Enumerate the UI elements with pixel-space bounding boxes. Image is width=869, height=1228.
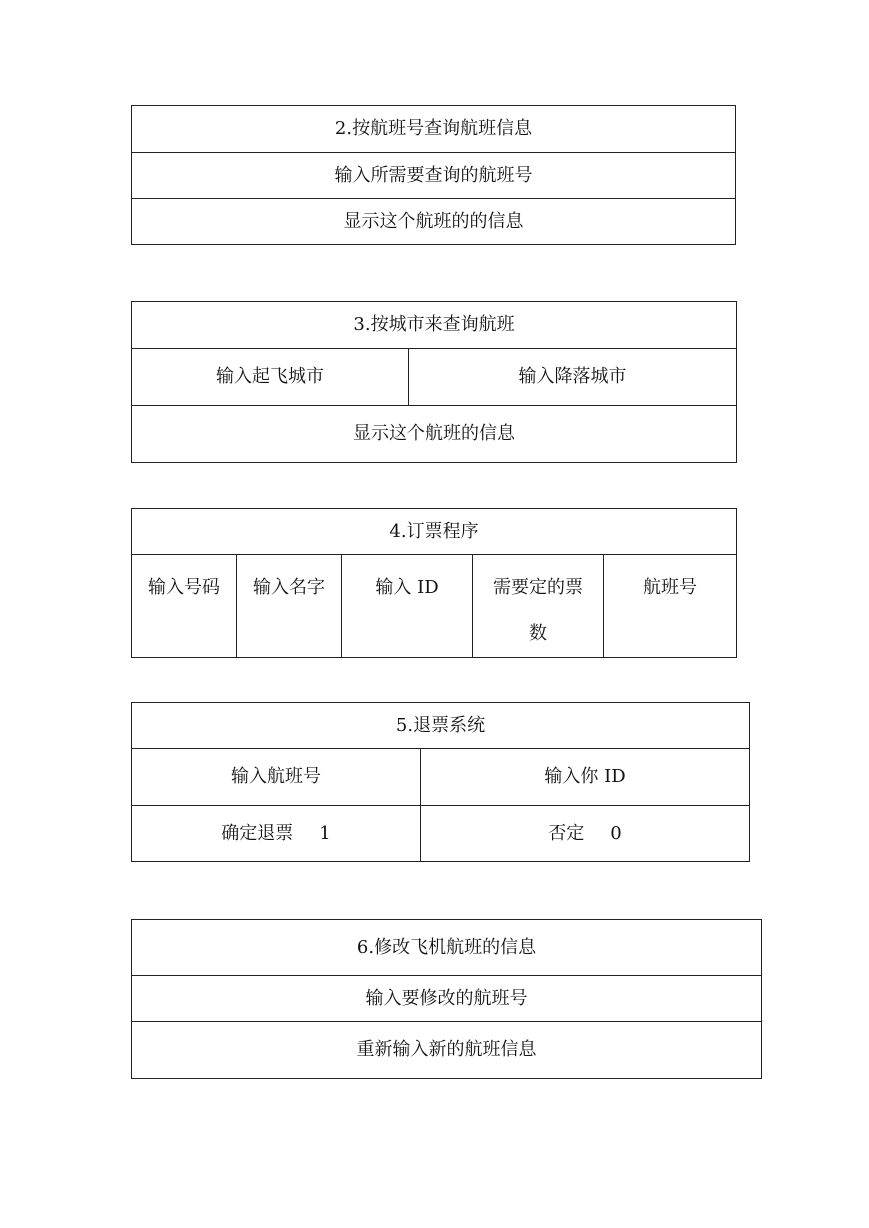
booking-table (131, 508, 737, 658)
booking-field-id: 输入 ID (342, 555, 473, 658)
flight-number-query-title: 2.按航班号查询航班信息 (132, 106, 736, 153)
refund-flight-number-cell: 输入航班号 (132, 749, 421, 806)
refund-deny-value: 0 (610, 822, 622, 844)
booking-field-flight-number: 航班号 (604, 555, 737, 658)
refund-deny-label: 否定 (548, 822, 585, 844)
booking-title: 4.订票程序 (132, 509, 737, 555)
flight-number-query-table (131, 105, 736, 245)
modify-flight-title: 6.修改飞机航班的信息 (132, 920, 762, 976)
arrival-city-cell: 输入降落城市 (409, 349, 737, 406)
city-query-title: 3.按城市来查询航班 (132, 302, 737, 349)
city-flight-info-display-cell: 显示这个航班的信息 (132, 406, 737, 463)
departure-city-cell: 输入起飞城市 (132, 349, 409, 406)
refund-user-id-cell: 输入你 ID (421, 749, 750, 806)
modify-flight-number-input-cell: 输入要修改的航班号 (132, 976, 762, 1022)
refund-title: 5.退票系统 (132, 703, 750, 749)
city-query-table (131, 301, 737, 463)
flight-info-display-cell: 显示这个航班的的信息 (132, 199, 736, 245)
refund-confirm-cell (132, 806, 421, 862)
flight-number-input-cell: 输入所需要查询的航班号 (132, 153, 736, 199)
booking-field-ticket-count (473, 555, 604, 658)
refund-deny-cell (421, 806, 750, 862)
booking-field-number: 输入号码 (132, 555, 237, 658)
booking-field-ticket-count-label: 需要定的票数 (493, 577, 583, 644)
reinput-flight-info-cell: 重新输入新的航班信息 (132, 1022, 762, 1079)
refund-confirm-value: 1 (319, 822, 331, 844)
modify-flight-table (131, 919, 762, 1079)
refund-table (131, 702, 750, 862)
refund-confirm-label: 确定退票 (221, 822, 294, 844)
booking-field-name: 输入名字 (237, 555, 342, 658)
